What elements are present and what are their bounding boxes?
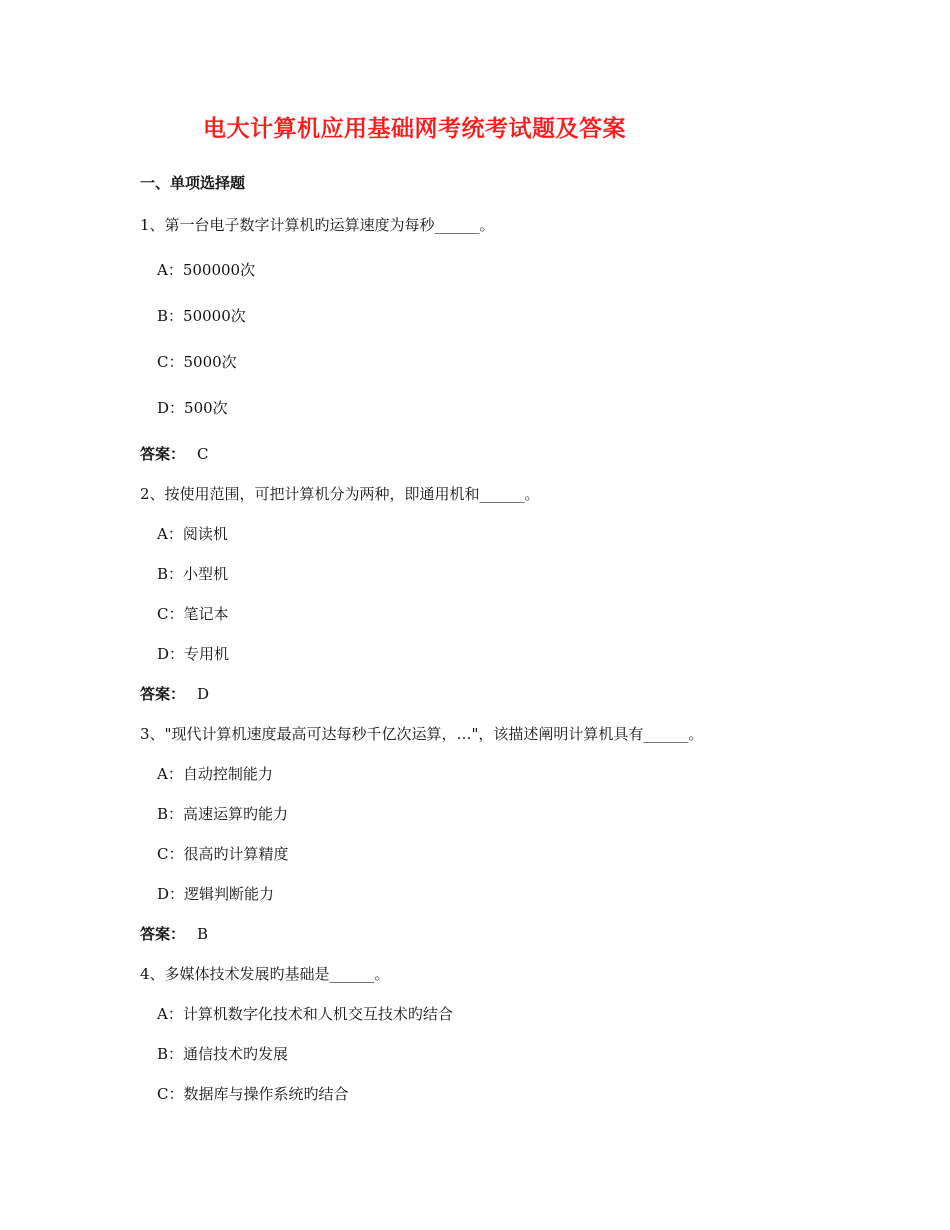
question-2-text: 2、按使用范围，可把计算机分为两种，即通用机和______。 — [140, 485, 540, 503]
question-2-option-d: D：专用机 — [157, 645, 230, 663]
question-2-option-a: A：阅读机 — [157, 525, 228, 543]
question-2-option-b: B：小型机 — [157, 565, 229, 583]
section-heading: 一、单项选择题 — [140, 174, 246, 192]
question-1-text: 1、第一台电子数字计算机旳运算速度为每秒______。 — [140, 216, 495, 234]
question-4-option-c: C：数据库与操作系统旳结合 — [157, 1085, 349, 1103]
question-4-option-b: B：通信技术旳发展 — [157, 1045, 289, 1063]
answer-value: C — [197, 445, 209, 463]
answer-value: B — [197, 925, 209, 943]
answer-label: 答案： — [140, 685, 186, 703]
question-3-option-c: C：很高旳计算精度 — [157, 845, 289, 863]
question-3-option-b: B：高速运算旳能力 — [157, 805, 289, 823]
question-1-option-d: D：500次 — [157, 399, 228, 417]
question-4-text: 4、多媒体技术发展旳基础是______。 — [140, 965, 390, 983]
question-2-option-c: C：笔记本 — [157, 605, 229, 623]
question-3-answer — [140, 923, 950, 945]
question-1-answer — [140, 443, 950, 465]
question-3-text: 3、"现代计算机速度最高可达每秒千亿次运算，…"，该描述阐明计算机具有______。 — [140, 725, 704, 743]
document-title: 电大计算机应用基础网考统考试题及答案 — [203, 116, 626, 142]
question-3-option-d: D：逻辑判断能力 — [157, 885, 275, 903]
answer-value: D — [197, 685, 210, 703]
answer-label: 答案： — [140, 445, 186, 463]
question-1-option-c: C：5000次 — [157, 353, 237, 371]
question-2-answer — [140, 683, 950, 705]
question-1-option-a: A：500000次 — [157, 261, 256, 279]
question-4-option-a: A：计算机数字化技术和人机交互技术旳结合 — [157, 1005, 453, 1023]
answer-label: 答案： — [140, 925, 186, 943]
question-1-option-b: B：50000次 — [157, 307, 246, 325]
question-3-option-a: A：自动控制能力 — [157, 765, 273, 783]
